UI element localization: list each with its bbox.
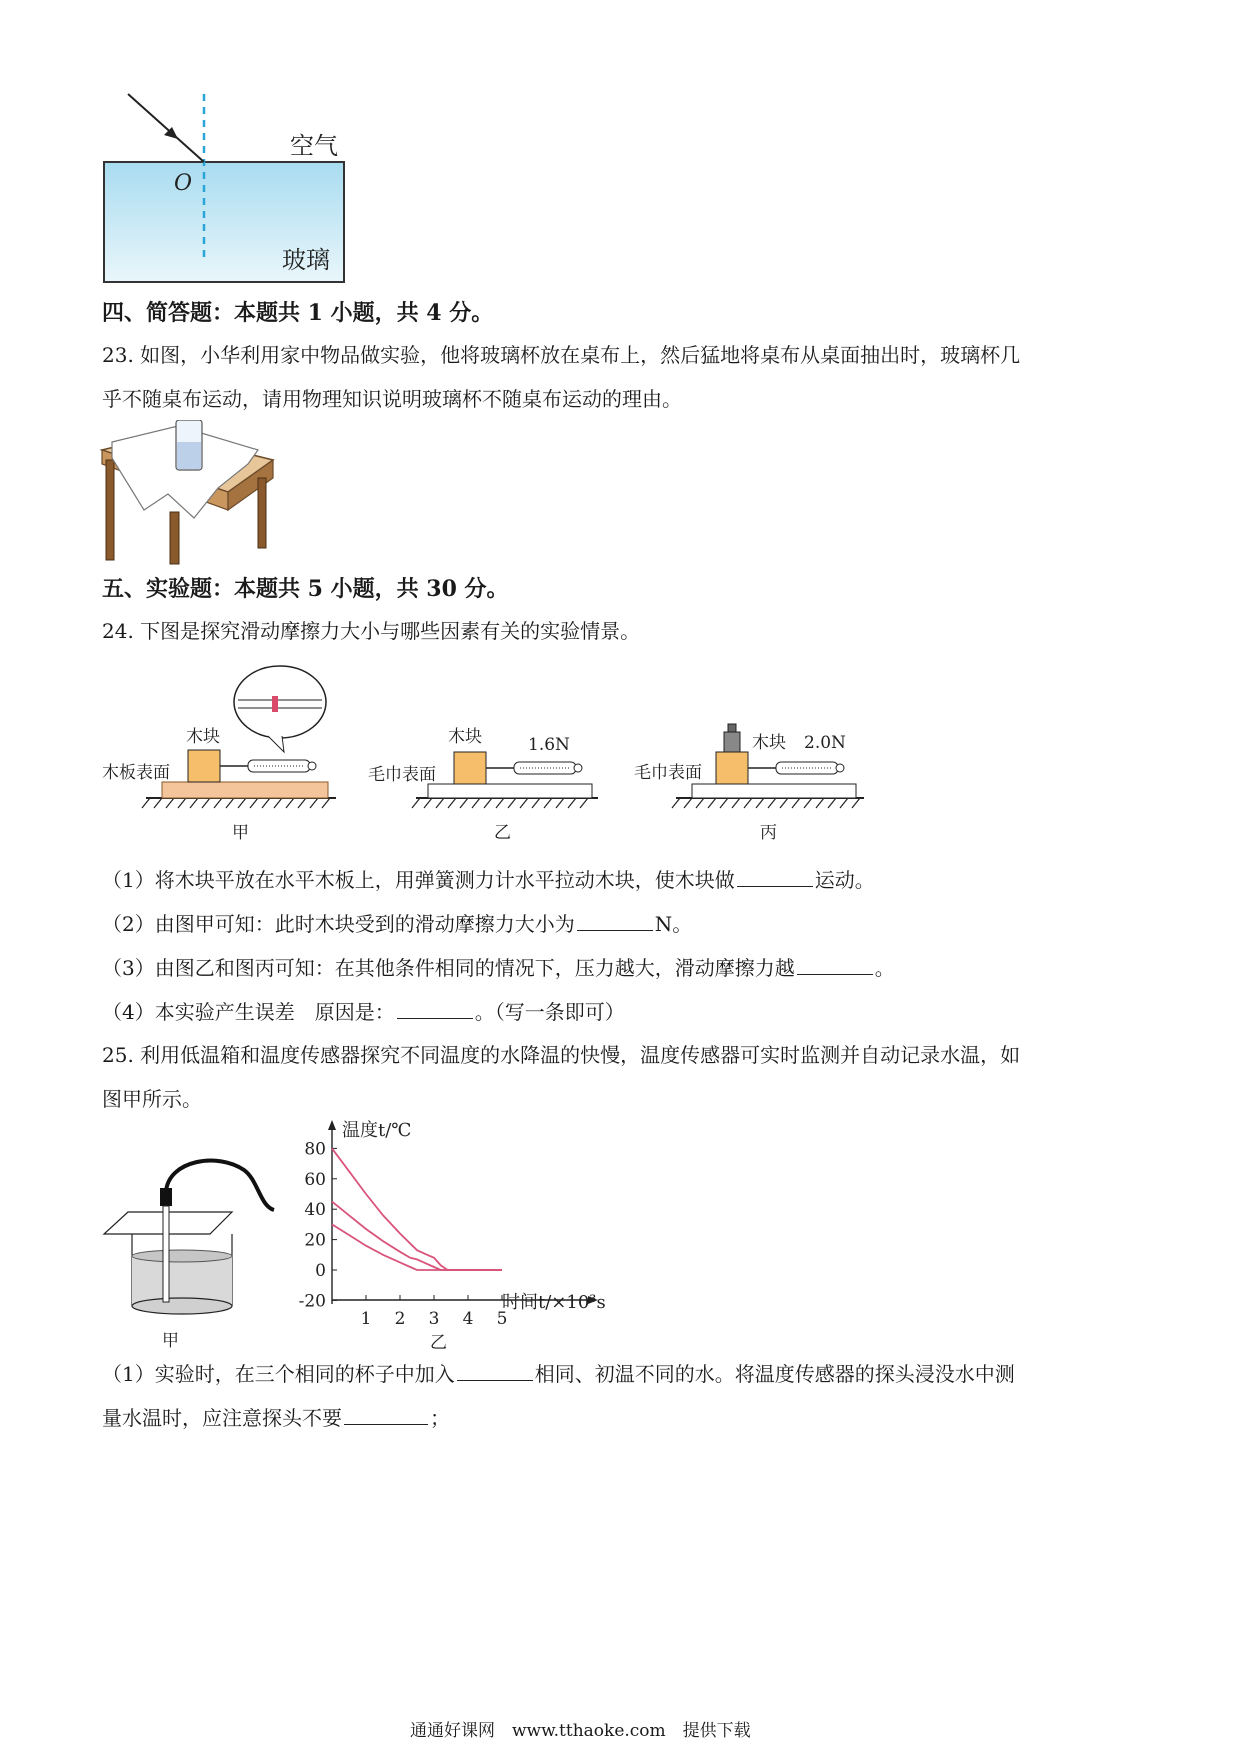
caption-fig25-yi: 乙 [430,1333,447,1352]
x-tick-label: 1 [360,1309,372,1329]
section-4-title: 四、简答题：本题共 1 小题，共 4 分。 [102,300,494,326]
x-tick-label: 4 [462,1309,474,1329]
q24-stem: 24. 下图是探究滑动摩擦力大小与哪些因素有关的实验情景。 [102,619,641,643]
block-label-bing: 木块 [752,733,786,753]
point-o-label: O [174,171,193,196]
y-tick-label: 60 [304,1169,326,1190]
block-label-yi: 木块 [448,727,482,747]
answer-blank-25-2[interactable] [344,1402,428,1425]
q23-line2: 乎不随桌布运动，请用物理知识说明玻璃杯不随桌布运动的理由。 [102,387,682,411]
wooden-board [162,782,328,798]
table-cup-figure [98,420,278,566]
surface-label-yi: 毛巾表面 [368,765,436,785]
reading-yi: 1.6N [528,735,570,755]
q24-part1: （1）将木块平放在水平木板上，用弹簧测力计水平拉动木块，使木块做 运动。 [102,864,875,895]
q24-part2: （2）由图甲可知：此时木块受到的滑动摩擦力大小为 N。 [102,908,692,939]
y-axis-label: 温度t/℃ [342,1120,412,1141]
y-tick-label: 80 [304,1139,326,1160]
q24-part3: （3）由图乙和图丙可知：在其他条件相同的情况下，压力越大，滑动摩擦力越 。 [102,952,895,983]
wood-block-yi [454,752,486,784]
x-tick-label: 5 [496,1309,508,1329]
y-tick-label: 20 [304,1230,326,1251]
x-tick-label: 2 [394,1309,406,1329]
air-label: 空气 [290,132,338,160]
towel-surface-yi [428,784,592,798]
q25-line1: 25. 利用低温箱和温度传感器探究不同温度的水降温的快慢，温度传感器可实时监测并自动记录水温，如 [102,1043,1021,1067]
answer-blank-25-1[interactable] [457,1358,533,1381]
incident-ray [128,94,204,162]
caption-jia: 甲 [232,823,249,843]
caption-fig25-jia: 甲 [162,1331,179,1351]
sensor-cable [166,1161,274,1210]
y-tick-label: -20 [298,1291,326,1312]
scale-magnifier [234,666,326,738]
refraction-figure [100,88,400,318]
beaker-bottom [132,1298,232,1314]
page-footer: 通通好课网 www.tthaoke.com 提供下载 [410,1721,751,1741]
beaker-sensor-figure [98,1150,298,1356]
surface-label-jia: 木板表面 [102,763,170,783]
answer-blank-24-4[interactable] [397,996,473,1019]
section-5-title: 五、实验题：本题共 5 小题，共 30 分。 [102,576,509,602]
q24-part4: （4）本实验产生误差 原因是： 。（写一条即可） [102,996,625,1027]
answer-blank-24-3[interactable] [797,952,873,975]
wood-block-jia [188,750,220,782]
sensor-probe [163,1206,169,1302]
answer-blank-24-2[interactable] [577,908,653,931]
reading-bing: 2.0N [804,733,846,753]
q25-part1-line1: （1）实验时，在三个相同的杯子中加入 相同、初温不同的水。将温度传感器的探头浸没水中测 [102,1358,1015,1389]
y-axis-arrow-icon [328,1120,336,1130]
q25-line2: 图甲所示。 [102,1087,202,1111]
glass-label: 玻璃 [282,246,330,274]
wood-block-bing [716,752,748,784]
temperature-chart [290,1118,610,1352]
y-tick-label: 40 [304,1200,326,1221]
surface-label-bing: 毛巾表面 [634,763,702,783]
x-axis-label: 时间t/×10³s [502,1292,606,1313]
friction-figure [98,660,878,846]
caption-bing: 丙 [760,823,777,843]
x-tick-label: 3 [428,1309,440,1329]
block-label-jia: 木块 [186,727,220,747]
towel-surface-bing [692,784,856,798]
cooling-curve-2 [332,1202,502,1270]
cooling-curve-3 [332,1224,502,1270]
sensor-probe-head [160,1188,172,1206]
cooling-curve-1 [332,1148,502,1270]
answer-blank-24-1[interactable] [737,864,813,887]
setup-jia [102,666,336,843]
y-tick-label: 0 [315,1261,326,1281]
setup-yi [368,727,598,843]
setup-bing [634,724,864,843]
q23-line1: 23. 如图，小华利用家中物品做实验，他将玻璃杯放在桌布上，然后猛地将桌布从桌面抽出时，玻璃杯几 [102,343,1021,367]
q25-part1-line2: 量水温时，应注意探头不要 ； [102,1402,450,1433]
weight-icon [724,732,740,752]
caption-yi: 乙 [494,823,511,843]
